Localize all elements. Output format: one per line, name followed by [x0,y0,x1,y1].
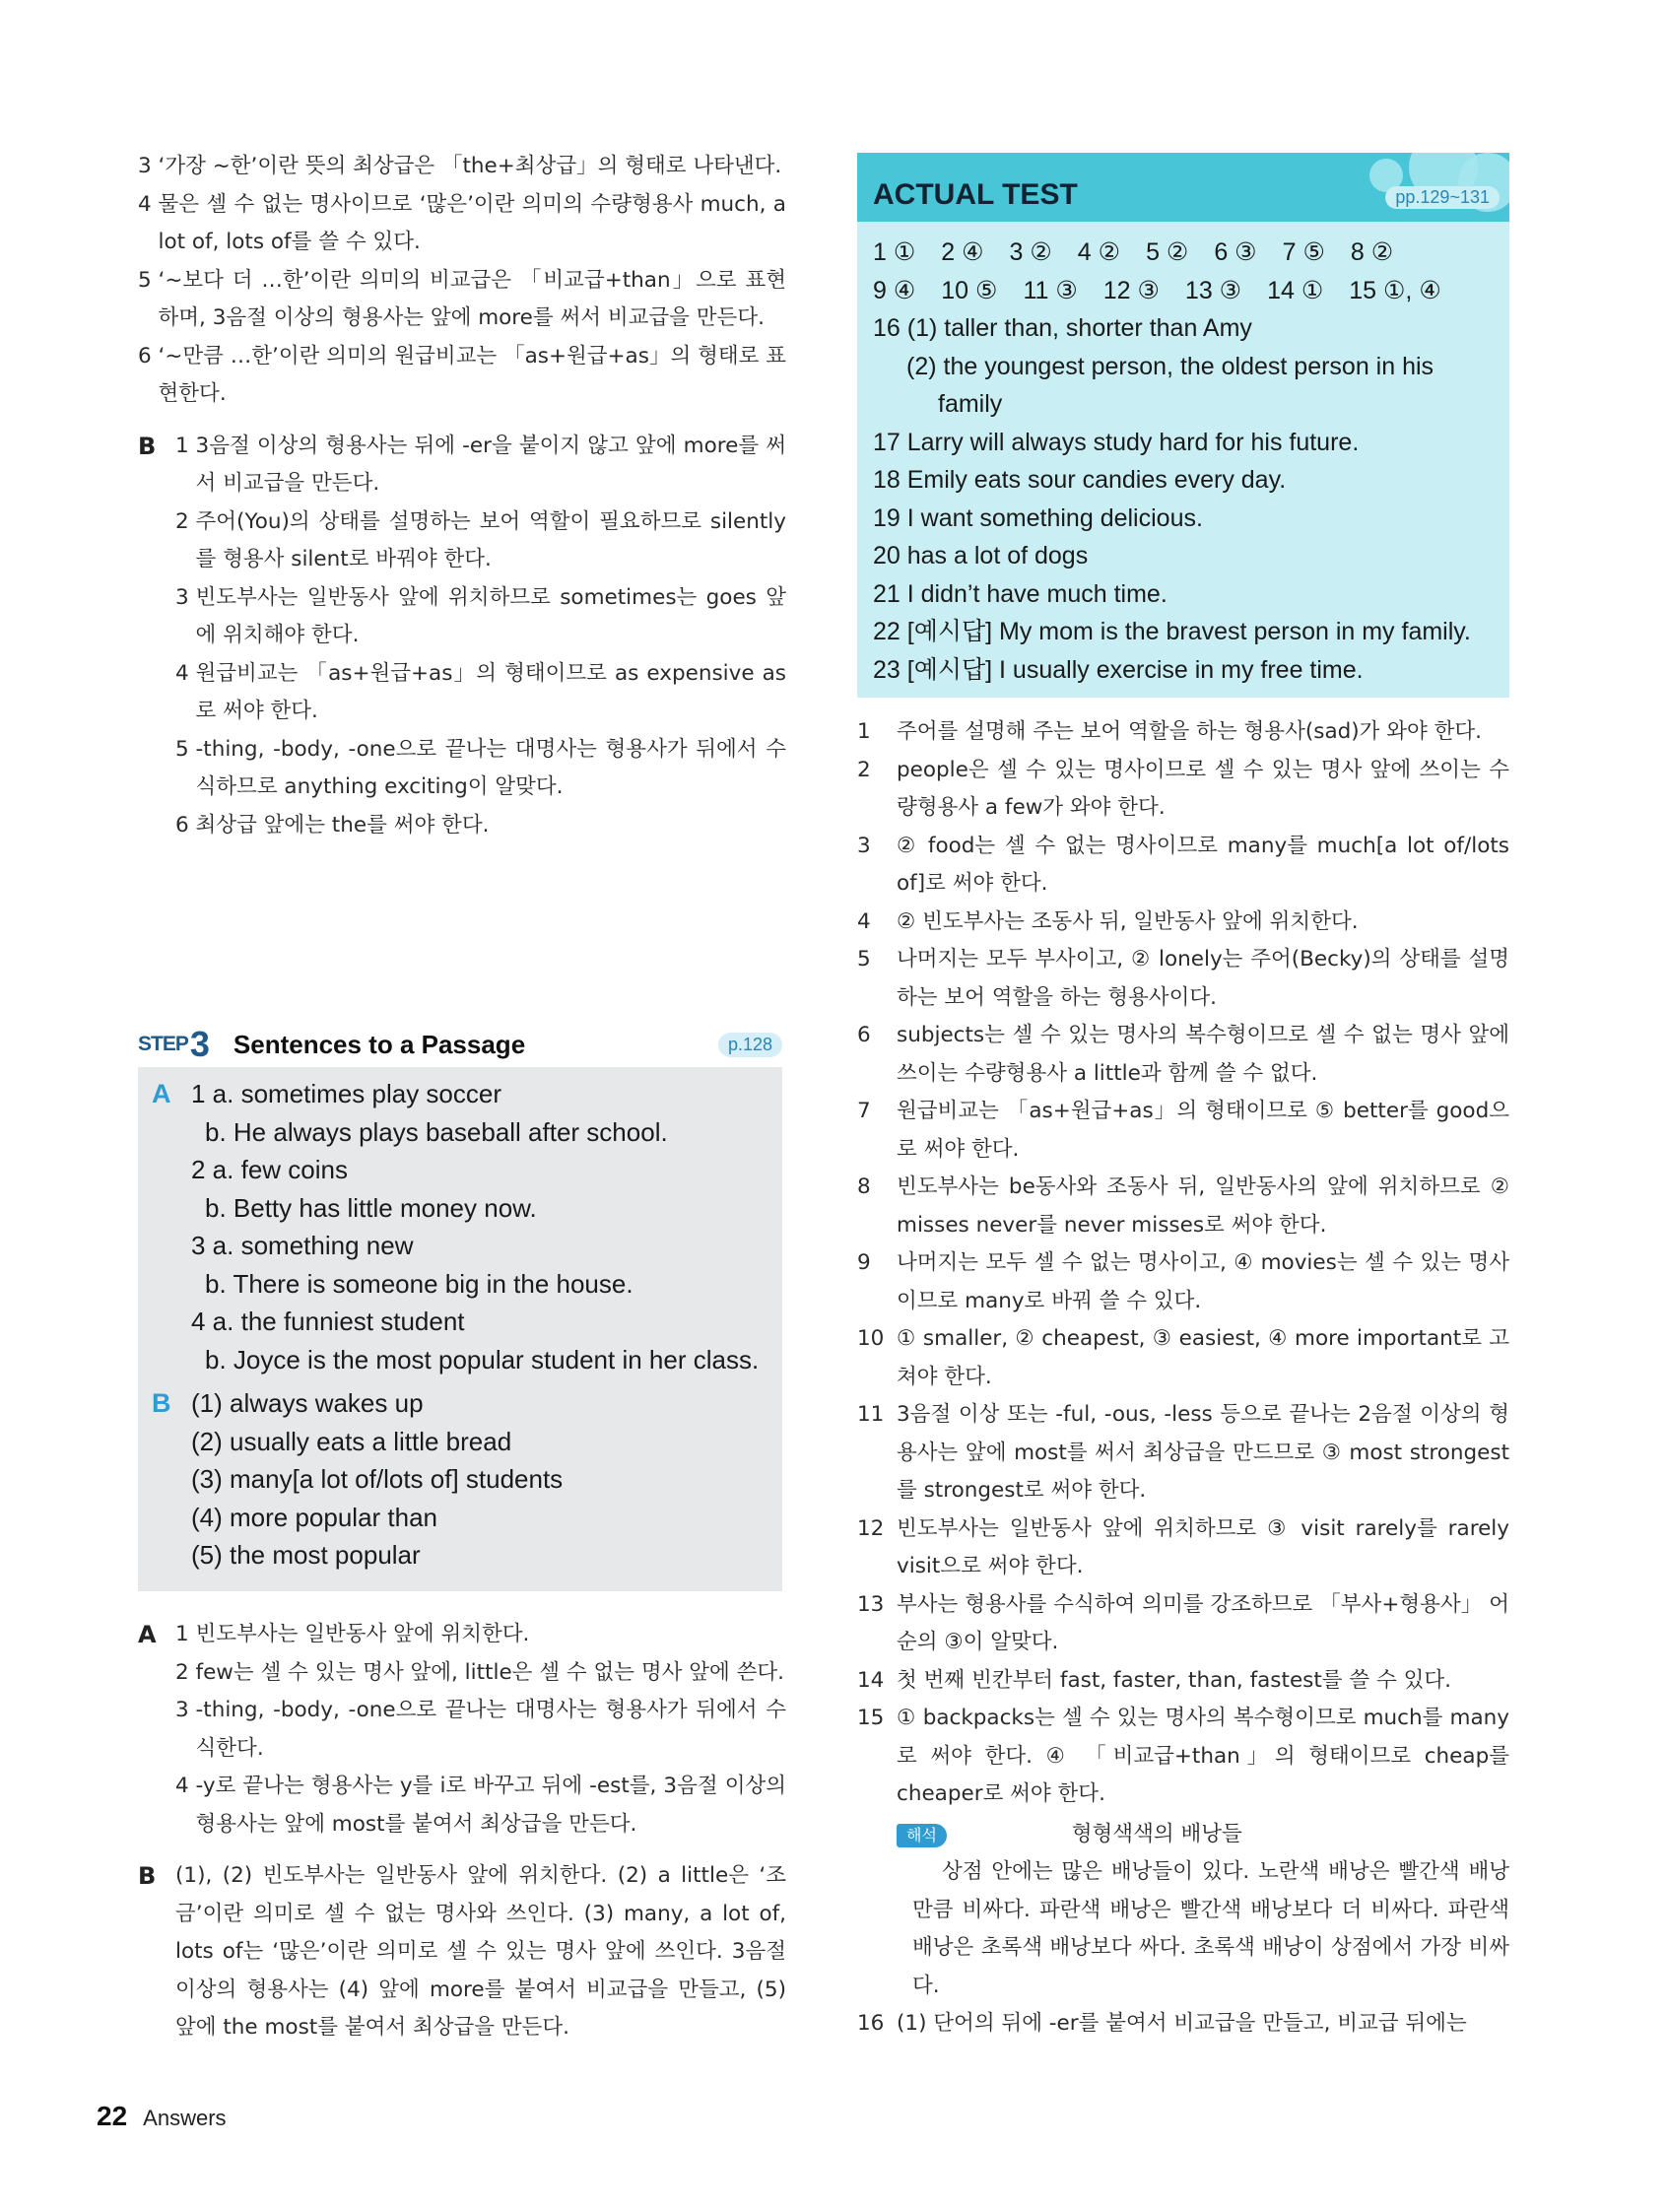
explanation-item [175,428,786,503]
explanation-text: -y로 끝나는 형용사는 y를 i로 바꾸고 뒤에 -est를, 3음절 이상의 형용사는 앞에 most를 붙여서 최상급을 만든다. [195,1774,786,1837]
section-letter: A [138,1621,157,1648]
answer-line: 21 I didn’t have much time. [873,579,1168,608]
explanation-item [175,1768,786,1843]
explanation-text: ‘가장 ~한’이란 뜻의 최상급은 「the+최상급」의 형태로 나타낸다. [158,154,782,178]
explanation-item [138,186,786,262]
explanation-number: 2 [857,757,871,782]
explanation-item [138,148,786,186]
step3-section-a [152,1075,765,1378]
explanation-number: 2 [175,1659,196,1685]
answer-choice: 3 ② [1009,238,1052,266]
left-bottom-section-a [138,1616,786,1843]
explanation-number: 3 [175,1698,196,1722]
explanation-item [857,904,1509,942]
right-explanations [857,713,1509,2044]
answer-line: (5) the most popular [191,1540,421,1570]
explanation-text: -thing, -body, -one으로 끝나는 대명사는 형용사가 뒤에서 수식한다. [195,1698,786,1761]
explanation-number: 2 [175,508,196,534]
footer-label: Answers [143,2106,227,2130]
explanation-item [857,2005,1509,2044]
section-letter: B [152,1388,171,1418]
explanation-item [138,338,786,414]
section-letter: B [138,1862,157,1890]
explanation-number: 4 [175,1774,196,1798]
explanation-number: 6 [175,812,196,838]
step-badge: STEP [138,1033,188,1055]
answer-line: 4 a. the funniest student [191,1307,465,1336]
actual-test-title: ACTUAL TEST [873,178,1078,211]
explanation-text: 빈도부사는 일반동사 앞에 위치하므로 ③ visit rarely를 rarely visit으로 써야 한다. [897,1515,1509,1578]
explanation-text: ② 빈도부사는 조동사 뒤, 일반동사 앞에 위치한다. [897,908,1359,934]
explanation-item [175,503,786,579]
step-title: Sentences to a Passage [233,1029,526,1059]
answer-choice: 12 ③ [1102,276,1160,304]
explanation-item [857,1320,1509,1396]
explanation-item [857,941,1509,1017]
explanation-number: 14 [857,1667,885,1693]
explanation-number: 3 [175,584,196,610]
explanation-text: 빈도부사는 일반동사 앞에 위치하므로 sometimes는 goes 앞에 위치해야 한다. [195,584,786,647]
explanation-item [857,1700,1509,1814]
explanation-text: 빈도부사는 be동사와 조동사 뒤, 일반동사의 앞에 위치하므로 ② misses never를 never misses로 써야 한다. [897,1174,1509,1238]
answer-line: 20 has a lot of dogs [873,542,1089,570]
explanation-number: 13 [857,1591,885,1617]
explanation-text: 부사는 형용사를 수식하여 의미를 강조하므로 「부사+형용사」 어순의 ③이 알맞다. [897,1591,1509,1654]
explanation-number: 6 [857,1023,871,1047]
explanation-item [175,731,786,807]
left-bottom-explanations [138,1616,786,2047]
explanation-text: subjects는 셀 수 있는 명사의 복수형이므로 셀 수 없는 명사 앞에 쓰이는 수량형용사 a little과 함께 쓸 수 없다. [897,1023,1509,1086]
answer-line: 1 a. sometimes play soccer [191,1079,502,1108]
actual-test-box [857,153,1509,698]
explanation-item [857,1244,1509,1320]
explanation-text: -thing, -body, -one으로 끝나는 대명사는 형용사가 뒤에서 수식하므로 anything exciting이 알맞다. [195,736,786,799]
step3-answer-box [138,1067,782,1591]
explanation-text: 나머지는 모두 셀 수 없는 명사이고, ④ movies는 셀 수 있는 명사이므로 many로 바꿔 쓸 수 있다. [897,1250,1509,1313]
explanation-number: 7 [857,1099,871,1123]
explanation-item [857,1662,1509,1701]
explanation-number: 8 [857,1174,871,1199]
answer-line: (4) more popular than [191,1502,438,1532]
page-footer [97,2101,227,2132]
explanation-text: few는 셀 수 있는 명사 앞에, little은 셀 수 없는 명사 앞에 쓴다. [195,1659,784,1685]
left-top-section-b [138,428,786,845]
explanation-item [857,713,1509,752]
explanation-item [175,655,786,731]
explanation-number: 5 [138,267,159,293]
section-letter: B [138,432,157,460]
explanation-item [138,262,786,338]
answer-choice: 2 ④ [941,238,984,266]
explanation-item [857,1093,1509,1169]
explanation-item [175,1692,786,1768]
answer-choice: 7 ⑤ [1282,238,1325,266]
explanation-number: 3 [138,154,159,178]
answer-line: (1) always wakes up [191,1388,424,1418]
explanation-number: 9 [857,1250,871,1275]
explanation-text: 나머지는 모두 부사이고, ② lonely는 주어(Becky)의 상태를 설명하는 보어 역할을 하는 형용사이다. [897,947,1509,1010]
explanation-text: 물은 셀 수 없는 명사이므로 ‘많은’이란 의미의 수량형용사 much, a lot of, lots of를 쓸 수 있다. [158,191,786,254]
explanation-text: ② food는 셀 수 없는 명사이므로 many를 much[a lot of/lots of]로 써야 한다. [897,833,1509,896]
explanation-item [857,1169,1509,1244]
step-number: 3 [189,1024,210,1064]
explanation-text: 3음절 이상 또는 -ful, -ous, -less 등으로 끝나는 2음절 이상의 형용사는 앞에 most를 써서 최상급을 만드므로 ③ most strongest를 strongest로 써야 한다. [897,1402,1509,1503]
answer-line: b. Joyce is the most popular student in her class. [205,1344,760,1374]
actual-test-page-ref: pp.129~131 [1385,186,1500,209]
page-number: 22 [97,2101,128,2131]
answers-row-2 [873,272,1503,310]
explanation-number: 4 [857,908,871,934]
explanation-number: 1 [175,1622,196,1646]
answer-line: (2) the youngest person, the oldest person in his [906,352,1434,380]
explanation-text: 빈도부사는 일반동사 앞에 위치한다. [195,1622,530,1646]
explanation-number: 5 [857,947,871,972]
answer-line: 23 [예시답] I usually exercise in my free time. [873,655,1364,684]
explanation-text: ‘~보다 더 …한’이란 의미의 비교급은 「비교급+than」으로 표현하며, 3음절 이상의 형용사는 앞에 more를 써서 비교급을 만든다. [158,267,786,330]
explanation-number: 6 [138,343,159,369]
answers-row-1 [873,234,1503,272]
explanation-item [857,828,1509,904]
explanation-number: 1 [857,719,871,744]
answer-line: (3) many[a lot of/lots of] students [191,1464,564,1494]
answer-choice: 9 ④ [873,276,916,304]
explanation-text: 원급비교는 「as+원급+as」의 형태이므로 ⑤ better를 good으로 써야 한다. [897,1099,1509,1162]
answer-line: 19 I want something delicious. [873,503,1203,532]
answer-line: 16 (1) taller than, shorter than Amy [873,314,1252,342]
explanation-item [175,1616,786,1654]
step3-header [138,1025,782,1064]
answer-choice: 13 ③ [1184,276,1242,304]
left-bottom-section-b [138,1857,786,2047]
explanation-number: 1 [175,433,196,458]
answer-choice: 4 ② [1077,238,1121,266]
answer-line: 18 Emily eats sour candies every day. [873,466,1287,494]
translation-title: 형형색색의 배낭들 [1071,1821,1242,1846]
explanation-text: 최상급 앞에는 the를 써야 한다. [195,812,490,838]
answer-choice: 8 ② [1350,238,1394,266]
explanation-text: ① smaller, ② cheapest, ③ easiest, ④ more important로 고쳐야 한다. [897,1326,1509,1389]
explanation-number: 15 [857,1706,885,1730]
explanation-text: 주어를 설명해 주는 보어 역할을 하는 형용사(sad)가 와야 한다. [897,719,1482,744]
explanation-number: 4 [175,660,196,686]
step3-section-b [152,1384,765,1575]
explanation-text: ‘~만큼 …한’이란 의미의 원급비교는 「as+원급+as」의 형태로 표현한다. [158,343,786,406]
translation-tag: 해석 [897,1824,947,1847]
translation-text: 상점 안에는 많은 배낭들이 있다. 노란색 배낭은 빨간색 배낭만큼 비싸다. 파란색 배낭은 빨간색 배낭보다 더 비싸다. 파란색 배낭은 초록색 배낭보다 싸다. 초록색 배낭이 상점에서 가장 비싸다. [912,1859,1509,1998]
explanation-item [175,807,786,845]
answer-line: b. Betty has little money now. [205,1192,537,1223]
answer-choice: 14 ① [1267,276,1324,304]
explanation-text: 주어(You)의 상태를 설명하는 보어 역할이 필요하므로 silently를 형용사 silent로 바꿔야 한다. [195,508,786,571]
explanation-item [857,1510,1509,1586]
answer-line: 22 [예시답] My mom is the bravest person in my family. [873,618,1471,645]
explanation-number: 5 [175,736,196,762]
explanation-text: 첫 번째 빈칸부터 fast, faster, than, fastest를 쓸 수 있다. [897,1667,1451,1693]
explanation-item [175,579,786,655]
explanation-number: 3 [857,833,871,858]
explanation-number: 16 [857,2011,885,2036]
explanation-number: 12 [857,1515,885,1541]
answer-choice: 5 ② [1146,238,1189,266]
explanation-number: 11 [857,1402,885,1427]
answer-line: b. He always plays baseball after school. [205,1116,668,1147]
answer-choice: 10 ⑤ [941,276,998,304]
explanation-text: 3음절 이상의 형용사는 뒤에 -er을 붙이지 않고 앞에 more를 써서 비교급을 만든다. [195,433,786,496]
step3-page-ref: p.128 [718,1033,782,1057]
answer-line: b. There is someone big in the house. [205,1268,634,1299]
explanation-text: (1) 단어의 뒤에 -er를 붙여서 비교급을 만들고, 비교급 뒤에는 [897,2011,1467,2036]
section-b-text: (1), (2) 빈도부사는 일반동사 앞에 위치한다. (2) a little은 ‘조금’이란 의미로 셀 수 없는 명사와 쓰인다. (3) many, a lot of, lots of는 ‘많은’이란 의미로 셀 수 있는 명사 앞에 쓰인다. 3음절 이상의 형용사는 (4) 앞에 more를 붙여서 비교급을 만들고, (5) 앞에 the most를 붙여서 최상급을 만든다. [175,1863,786,2040]
left-top-explanations [138,148,786,844]
explanation-item [857,1017,1509,1093]
answer-line: 17 Larry will always study hard for his future. [873,428,1360,456]
answer-line: 2 a. few coins [191,1155,348,1184]
explanation-item [857,1586,1509,1662]
explanation-number: 10 [857,1326,885,1351]
explanation-item [175,1654,786,1693]
answer-choice: 11 ③ [1023,276,1078,304]
answer-choice: 1 ① [873,238,916,266]
answer-line: family [938,390,1003,418]
answer-choice: 6 ③ [1214,238,1257,266]
answer-line: 3 a. something new [191,1231,414,1260]
explanation-text: people은 셀 수 있는 명사이므로 셀 수 있는 명사 앞에 쓰이는 수량형용사 a few가 와야 한다. [897,757,1509,820]
explanation-item [857,1396,1509,1510]
translation-body [857,1853,1509,2005]
explanation-text: ① backpacks는 셀 수 있는 명사의 복수형이므로 much를 many로 써야 한다. ④ 「비교급+than」의 형태이므로 cheap를 cheaper로 써야 한다. [897,1706,1509,1806]
translation-header [857,1816,1509,1854]
answer-choice: 15 ①, ④ [1349,276,1441,304]
explanation-item [857,752,1509,828]
explanation-text: 원급비교는 「as+원급+as」의 형태이므로 as expensive as로 써야 한다. [195,660,786,723]
answer-line: (2) usually eats a little bread [191,1426,512,1456]
section-letter: A [152,1079,171,1108]
explanation-number: 4 [138,191,159,217]
